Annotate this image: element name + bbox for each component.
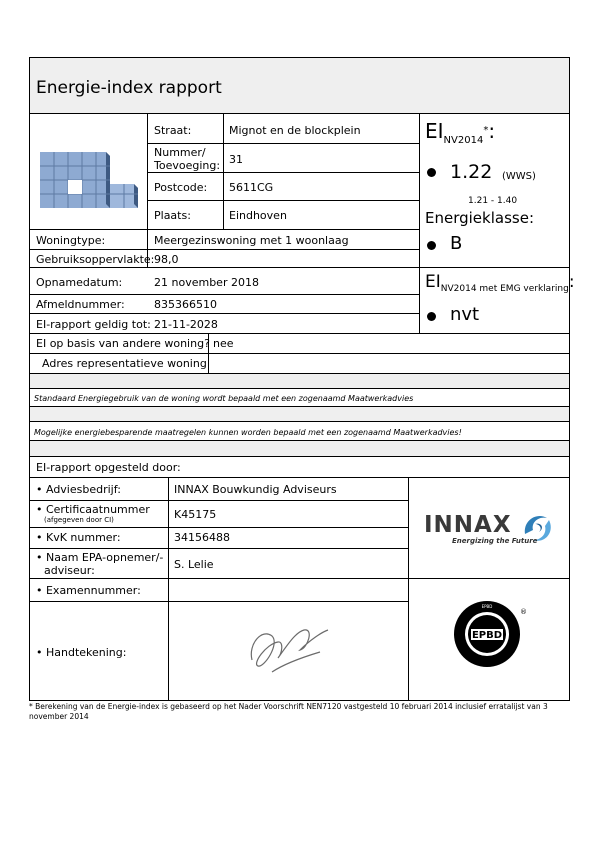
- straat-value: Mignot en de blockplein: [229, 124, 361, 137]
- innax-logo-text: INNAX: [424, 512, 512, 538]
- innax-tagline: Energizing the Future: [452, 537, 538, 545]
- ei-emg-value: nvt: [450, 304, 480, 325]
- ei-emg-colon: :: [568, 272, 575, 292]
- afmeldnummer-label: Afmeldnummer:: [36, 298, 125, 311]
- ei-asterisk: *: [483, 125, 489, 136]
- adviesbedrijf-label: • Adviesbedrijf:: [36, 483, 121, 496]
- ei-value: 1.22: [450, 161, 493, 183]
- ei-emg-symbol: EI: [425, 272, 441, 292]
- spacer-row: [30, 373, 569, 388]
- afmeldnummer-value: 835366510: [154, 298, 217, 311]
- naam-value: S. Lelie: [174, 558, 214, 571]
- footnote-line-1: * Berekening van de Energie-index is gebaseerd op het Nader Voorschrift NEN7120 vastgesteld 10 februari 2014 inclusief erratalijst van 3: [29, 702, 548, 711]
- note-standaard: Standaard Energiegebruik van de woning wordt bepaald met een zogenaamd Maatwerkadvies: [34, 394, 414, 403]
- woningtype-label: Woningtype:: [36, 234, 106, 247]
- footnote-line-2: november 2014: [29, 712, 89, 721]
- bullet-icon: [427, 241, 436, 250]
- handtekening-label: • Handtekening:: [36, 646, 127, 659]
- ei-heading: [425, 119, 495, 148]
- nummer-label: Nummer/: [154, 146, 206, 159]
- andere-woning-value: nee: [213, 337, 234, 350]
- representatief-label: Adres representatieve woning: [42, 357, 207, 370]
- certificaat-label: • Certificaatnummer: [36, 503, 150, 516]
- postcode-label: Postcode:: [154, 181, 208, 194]
- spacer-row: [30, 406, 569, 421]
- opgesteld-header: EI-rapport opgesteld door:: [36, 461, 181, 474]
- opnamedatum-label: Opnamedatum:: [36, 276, 123, 289]
- signature-image: [244, 614, 332, 680]
- straat-label: Straat:: [154, 124, 192, 137]
- epbd-logo-text: EPBD: [471, 630, 503, 641]
- registered-icon: ®: [520, 608, 527, 616]
- plaats-value: Eindhoven: [229, 209, 287, 222]
- woningtype-value: Meergezinswoning met 1 woonlaag: [154, 234, 349, 247]
- postcode-value: 5611CG: [229, 181, 274, 194]
- svg-text:EPBD: EPBD: [481, 604, 493, 609]
- energieklasse-value: B: [450, 233, 463, 254]
- gebruiksoppervlakte-label: Gebruiksoppervlakte:: [36, 253, 155, 266]
- plaats-label: Plaats:: [154, 209, 191, 222]
- toevoeging-label: Toevoeging:: [154, 159, 221, 172]
- kvk-value: 34156488: [174, 531, 230, 544]
- ei-range: 1.21 - 1.40: [468, 196, 518, 206]
- note-mogelijk: Mogelijke energiebesparende maatregelen kunnen worden bepaald met een zogenaamd Maatwerkadvies!: [34, 428, 462, 437]
- opnamedatum-value: 21 november 2018: [154, 276, 259, 289]
- ei-emg-heading: [425, 272, 575, 295]
- geldig-tot-label: EI-rapport geldig tot:: [36, 318, 151, 331]
- geldig-tot-value: 21-11-2028: [154, 318, 218, 331]
- ei-emg-subscript: NV2014 met EMG verklaring: [440, 284, 569, 294]
- gebruiksoppervlakte-value: 98,0: [154, 253, 179, 266]
- epbd-logo-icon: [453, 600, 521, 668]
- kvk-label: • KvK nummer:: [36, 531, 121, 544]
- naam-label-2: adviseur:: [44, 564, 95, 577]
- ei-unit: (WWS): [502, 171, 536, 182]
- ei-colon: :: [488, 119, 496, 143]
- bullet-icon: [427, 168, 436, 177]
- naam-label: • Naam EPA-opnemer/-: [36, 551, 164, 564]
- ei-subscript: NV2014: [443, 135, 484, 146]
- bullet-icon: [427, 312, 436, 321]
- andere-woning-label: EI op basis van andere woning?: [36, 337, 210, 350]
- building-icon: [36, 148, 140, 212]
- examennummer-label: • Examennummer:: [36, 584, 141, 597]
- nummer-value: 31: [229, 153, 243, 166]
- adviesbedrijf-value: INNAX Bouwkundig Adviseurs: [174, 483, 337, 496]
- spacer-row: [30, 440, 569, 456]
- report-title: Energie-index rapport: [36, 78, 222, 98]
- energieklasse-label: Energieklasse:: [425, 209, 534, 227]
- certificaat-value: K45175: [174, 508, 217, 521]
- ei-symbol: EI: [425, 119, 444, 143]
- certificaat-sublabel: (afgegeven door CI): [44, 516, 114, 524]
